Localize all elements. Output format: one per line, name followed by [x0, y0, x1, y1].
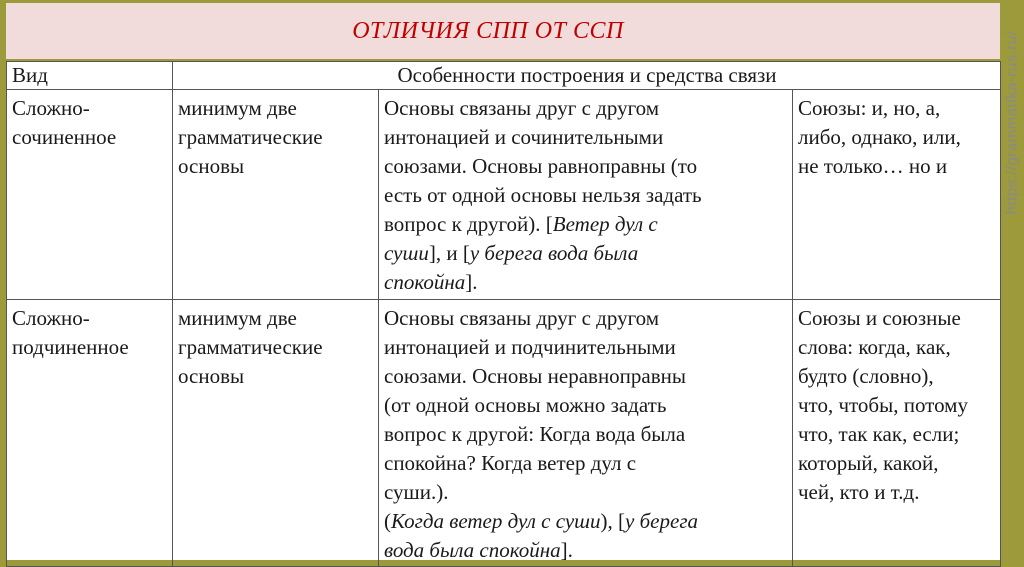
example-italic: спокойна: [384, 270, 466, 294]
title-bar: [6, 3, 1000, 61]
bases-line: грамматические: [178, 125, 323, 149]
description-cell: [379, 90, 793, 300]
description-line: (от одной основы можно задать: [384, 393, 667, 417]
conjunctions-line: либо, однако, или,: [798, 125, 961, 149]
bases-cell: [173, 90, 379, 300]
example-italic: Когда ветер дул с суши: [391, 509, 601, 533]
description-line: [384, 239, 788, 268]
conjunctions-line: чей, кто и т.д.: [798, 480, 920, 504]
type-cell: [7, 90, 173, 300]
description-line: Основы связаны друг с другом: [384, 306, 660, 330]
header-row: [7, 62, 1001, 90]
comparison-table: [6, 61, 1001, 567]
bases-line: основы: [178, 364, 245, 388]
example-italic: вода была спокойна: [384, 538, 561, 562]
header-features-cell: Особенности построения и средства связи: [173, 62, 1001, 90]
description-line: союзами. Основы неравноправны: [384, 364, 687, 388]
example-italic: Ветер дул с: [552, 212, 658, 236]
conjunctions-line: не только… но и: [798, 154, 948, 178]
example-italic: у берега: [625, 509, 699, 533]
watermark-text: https://grammatika-rus.ru/: [1003, 30, 1021, 215]
header-type-cell: Вид: [7, 62, 173, 90]
type-line: подчиненное: [12, 335, 129, 359]
bases-line: минимум две: [178, 96, 297, 120]
description-line: Основы связаны друг с другом: [384, 96, 660, 120]
page-title: ОТЛИЧИЯ СПП ОТ ССП: [352, 17, 624, 44]
conjunctions-cell: [793, 90, 1001, 300]
bases-cell: [173, 300, 379, 567]
text-run: (: [384, 509, 391, 533]
type-line: Сложно-: [12, 96, 90, 120]
text-run: ].: [465, 270, 478, 294]
watermark: [1000, 0, 1024, 245]
type-line: сочиненное: [12, 125, 117, 149]
bases-line: основы: [178, 154, 245, 178]
description-line: вопрос к другой: Когда вода была: [384, 422, 686, 446]
type-cell: [7, 300, 173, 567]
description-line: есть от одной основы нельзя задать: [384, 183, 702, 207]
conjunctions-line: который, какой,: [798, 451, 939, 475]
conjunctions-line: слова: когда, как,: [798, 335, 951, 359]
bases-line: грамматические: [178, 335, 323, 359]
conjunctions-line: что, так как, если;: [798, 422, 960, 446]
example-italic: у берега вода была: [469, 241, 639, 265]
text-run: ].: [560, 538, 573, 562]
text-run: вопрос к другой). [: [384, 212, 553, 236]
table-row: [7, 90, 1001, 300]
conjunctions-line: Союзы и союзные: [798, 306, 961, 330]
description-line: суши.).: [384, 480, 449, 504]
description-line: [384, 507, 788, 536]
table-frame: [6, 3, 1000, 560]
description-line: [384, 210, 788, 239]
conjunctions-cell: [793, 300, 1001, 567]
text-run: ), [: [600, 509, 626, 533]
type-line: Сложно-: [12, 306, 90, 330]
bases-line: минимум две: [178, 306, 297, 330]
conjunctions-line: что, чтобы, потому: [798, 393, 968, 417]
description-line: интонацией и сочинительными: [384, 125, 664, 149]
conjunctions-line: будто (словно),: [798, 364, 934, 388]
text-run: ], и [: [428, 241, 470, 265]
table-row: [7, 300, 1001, 567]
description-line: [384, 536, 788, 565]
description-line: [384, 268, 788, 297]
description-cell: [379, 300, 793, 567]
description-line: союзами. Основы равноправны (то: [384, 154, 698, 178]
example-italic: суши: [384, 241, 429, 265]
conjunctions-line: Союзы: и, но, а,: [798, 96, 941, 120]
description-line: спокойна? Когда ветер дул с: [384, 451, 637, 475]
description-line: интонацией и подчинительными: [384, 335, 676, 359]
